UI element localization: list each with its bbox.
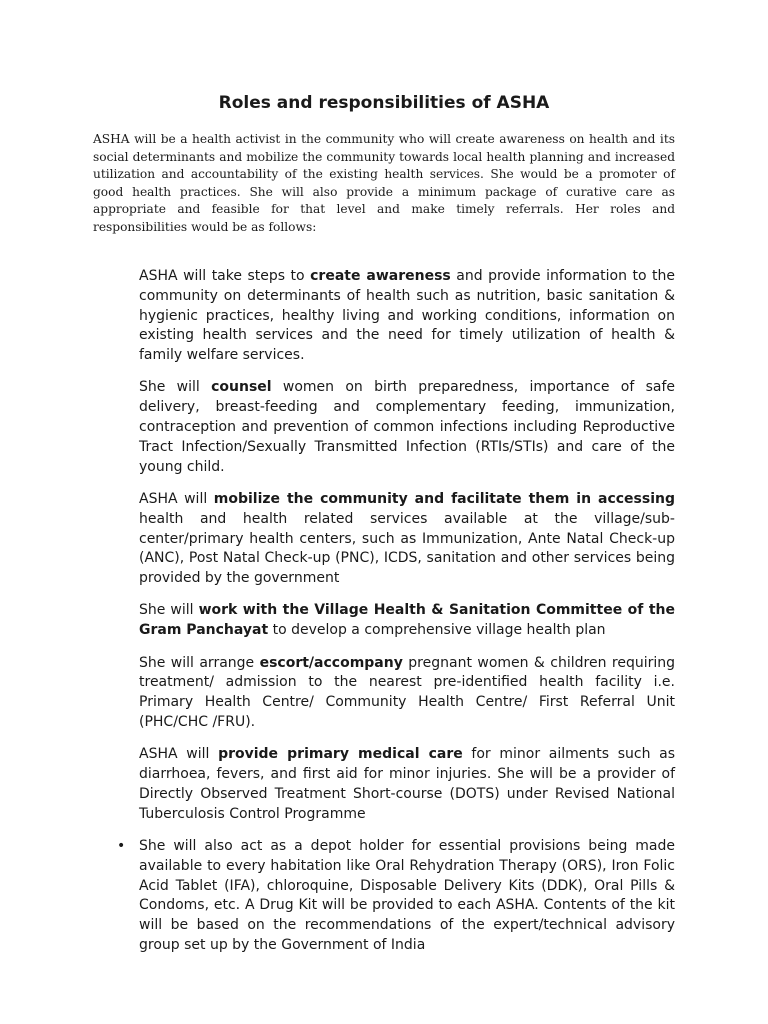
item-emphasis: counsel — [211, 379, 272, 396]
list-item — [139, 654, 675, 733]
item-text: ASHA will — [139, 746, 219, 763]
intro-paragraph: ASHA will be a health activist in the community who will create awareness on health and its social determinants and mobilize the community towards local health planning and increased utilization and accountability of the existing health services. She would be a promoter of good health practices. She will also provide a minimum package of curative care as appropriate and feasible for that level and make timely referrals. Her roles and responsibilities would be as follows: — [93, 132, 675, 234]
item-text: ASHA will take steps to — [139, 268, 311, 284]
item-text: to develop a comprehensive village health plan — [268, 622, 606, 639]
item-emphasis: mobilize the community and facilitate them in accessing — [213, 490, 675, 507]
list-item — [139, 378, 675, 477]
item-text: ASHA will — [139, 490, 214, 507]
item-text: She will arrange — [139, 654, 260, 671]
item-text: and provide information to the community on determinants of health such as nutrition, basic sanitation & hygienic practices, healthy living and working conditions, information on existing health services and the need for timely utilization of health & family welfare services. — [139, 268, 676, 364]
item-text: for minor ailments such as diarrhoea, fevers, and first aid for minor injuries. She will be a provider of Directly Observed Treatment Short-course (DOTS) under Revised National Tuberculosis Control Programme — [139, 746, 675, 822]
item-emphasis: work with the Village Health & Sanitation Committee of the Gram Panchayat — [139, 602, 675, 639]
item-text: She will — [139, 602, 199, 619]
page-title: Roles and responsibilities of ASHA — [218, 93, 550, 113]
item-text: She will — [139, 379, 212, 396]
list-item — [139, 267, 675, 366]
item-emphasis: create awareness — [310, 268, 451, 284]
list-item — [139, 490, 675, 589]
list-item — [139, 601, 675, 641]
item-text: pregnant women & children requiring treatment/ admission to the nearest pre-identified health facility i.e. Primary Health Centre/ Community Health Centre/ First Referral Unit (PHC/CHC /FRU). — [139, 654, 675, 730]
list-item — [139, 745, 675, 824]
list-item-bulleted — [139, 837, 675, 956]
item-text: health and health related services available at the village/sub-center/primary health centers, such as Immunization, Ante Natal Check-up (ANC), Post Natal Check-up (PNC), ICDS, sanitation and other services being provided by the government — [139, 510, 675, 587]
item-text: women on birth preparedness, importance of safe delivery, breast-feeding and complementary feeding, immunization, contraception and prevention of common infections including Reproductive Tract Infection/Sexually Transmitted Infection (RTIs/STIs) and care of the young child. — [139, 379, 675, 475]
item-text: She will also act as a depot holder for essential provisions being made available to every habitation like Oral Rehydration Therapy (ORS), Iron Folic Acid Tablet (IFA), chloroquine, Disposable Delivery Kits (DDK), Oral Pills & Condoms, etc. A Drug Kit will be provided to each ASHA. Contents of the kit will be based on the recommendations of the expert/technical advisory group set up by the Government of India — [139, 837, 675, 953]
item-emphasis: provide primary medical care — [218, 746, 463, 763]
item-emphasis: escort/accompany — [259, 654, 403, 671]
responsibilities-list — [139, 267, 675, 968]
